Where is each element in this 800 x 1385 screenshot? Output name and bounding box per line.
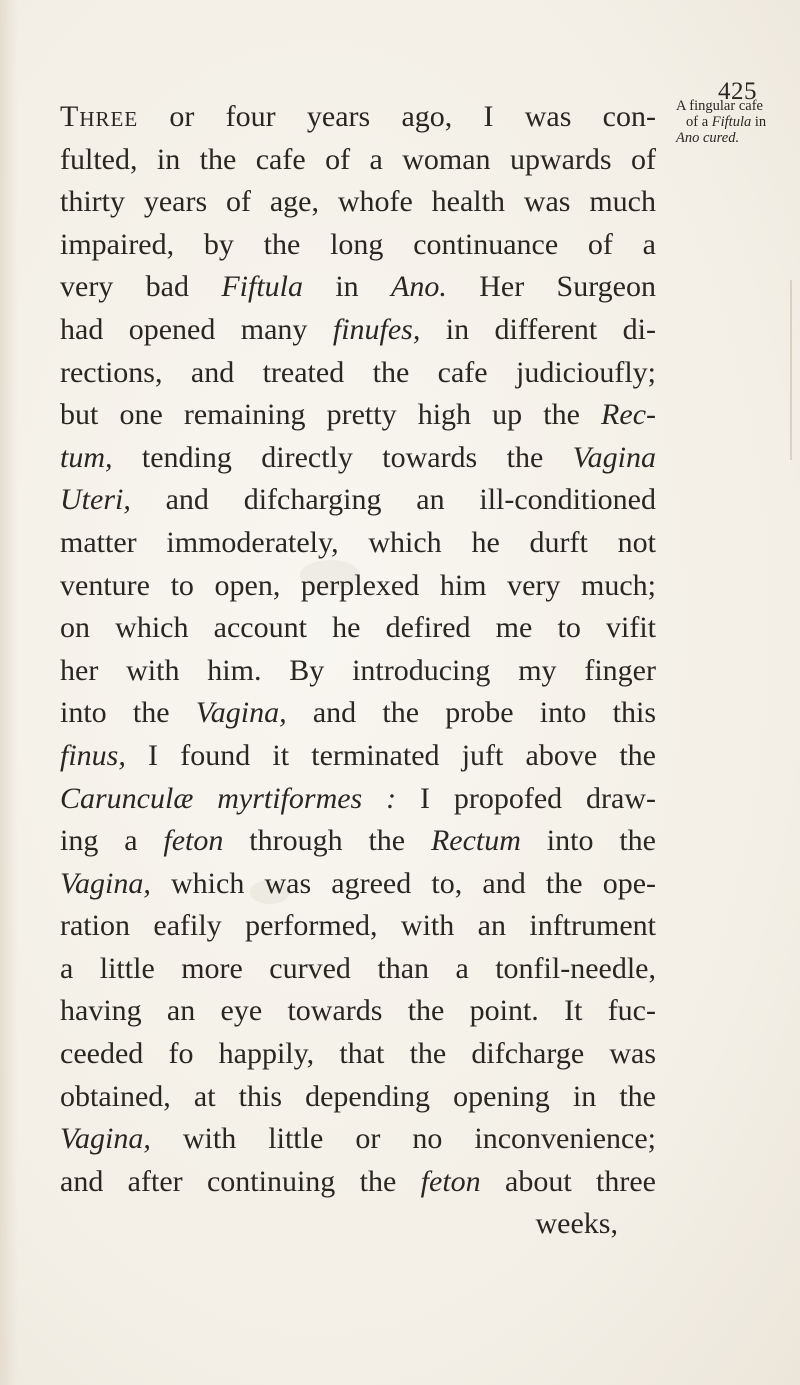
text-line: impaired, by the long continuance of a bbox=[60, 227, 656, 261]
text-line: ration eafily performed, with an inftrument bbox=[60, 909, 656, 943]
text-line: having an eye towards the point. It fuc- bbox=[60, 994, 656, 1028]
page-number: 425 bbox=[718, 78, 757, 105]
text-line: very bad Fiftula in Ano. Her Surgeon bbox=[60, 270, 656, 304]
marginal-note bbox=[676, 98, 796, 146]
paper-mark bbox=[790, 280, 792, 460]
catchword: weeks, bbox=[535, 1207, 618, 1241]
marginal-note-line: A fingular cafe bbox=[676, 98, 763, 114]
marginal-note-line: of a Fiftula in bbox=[686, 114, 767, 130]
text-line: on which account he defired me to vifit bbox=[60, 611, 656, 645]
text-line: thirty years of age, whofe health was much bbox=[60, 185, 656, 219]
text-line: Vagina, which was agreed to, and the ope- bbox=[60, 866, 656, 900]
text-line: ing a feton through the Rectum into the bbox=[60, 824, 656, 858]
text-line: finus, I found it terminated juft above the bbox=[60, 738, 656, 772]
text-line: venture to open, perplexed him very much; bbox=[60, 568, 656, 602]
text-line: Carunculæ myrtiformes : I propofed draw- bbox=[60, 781, 657, 815]
text-line: tum, tending directly towards the Vagina bbox=[60, 440, 656, 474]
text-line: ceeded fo happily, that the difcharge was bbox=[60, 1037, 656, 1071]
text-line: Vagina, with little or no inconvenience; bbox=[60, 1122, 656, 1156]
text-line: Three or four years ago, I was con- bbox=[60, 100, 656, 133]
page-shadow-edge bbox=[0, 0, 18, 1385]
text-line: matter immoderately, which he durft not bbox=[60, 525, 656, 559]
text-line: fulted, in the cafe of a woman upwards of bbox=[60, 142, 656, 176]
marginal-note-line: Ano cured. bbox=[676, 130, 740, 146]
text-line: her with him. By introducing my finger bbox=[60, 653, 656, 687]
text-line: but one remaining pretty high up the Rec- bbox=[60, 398, 656, 432]
text-line: into the Vagina, and the probe into this bbox=[60, 696, 656, 730]
text-line: Uteri, and difcharging an ill-conditioned bbox=[60, 483, 656, 517]
text-line: had opened many finufes, in different di- bbox=[60, 312, 656, 346]
body-text bbox=[60, 96, 656, 1246]
text-line: rections, and treated the cafe judicioufly; bbox=[60, 355, 656, 389]
text-line: obtained, at this depending opening in the bbox=[60, 1079, 656, 1113]
text-line: a little more curved than a tonfil-needle, bbox=[60, 951, 656, 985]
text-line: and after continuing the feton about three bbox=[60, 1164, 656, 1198]
